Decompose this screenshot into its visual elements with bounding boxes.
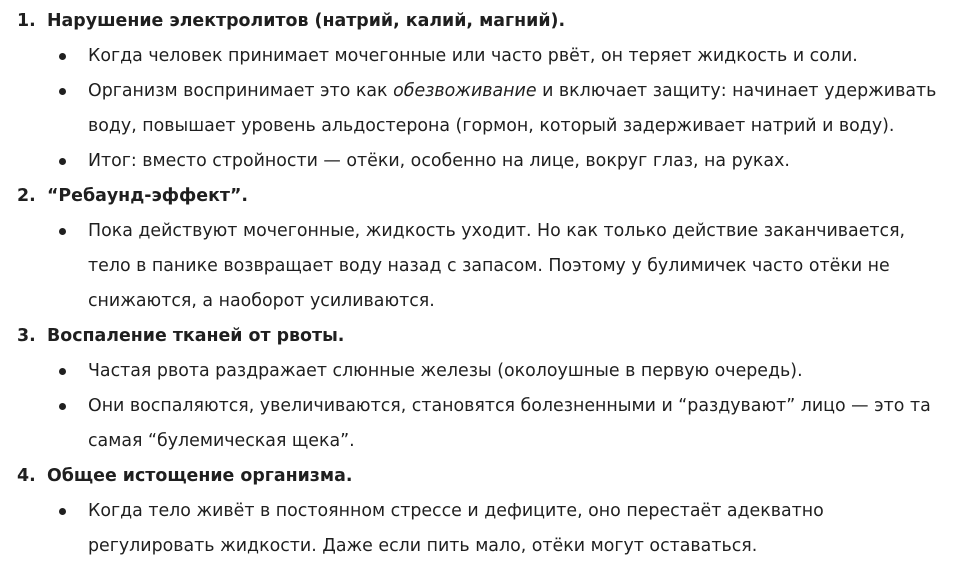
list-item <box>0 319 964 459</box>
bullet-icon <box>59 403 66 410</box>
bullet-icon <box>59 88 66 95</box>
bullet-text: Когда человек принимает мочегонные или часто рвёт, он теряет жидкость и соли. <box>88 46 858 66</box>
bullet-item <box>47 144 964 179</box>
bullet-item <box>47 74 964 144</box>
bullet-icon <box>59 158 66 165</box>
bullet-icon <box>59 508 66 515</box>
item-heading: “Ребаунд-эффект”. <box>47 186 248 206</box>
list-item <box>0 4 964 179</box>
bullet-list <box>47 494 964 564</box>
item-number: 4. <box>17 466 36 486</box>
bullet-text: Итог: вместо стройности — отёки, особенно на лице, вокруг глаз, на руках. <box>88 151 790 171</box>
item-heading: Нарушение электролитов (натрий, калий, магний). <box>47 11 566 31</box>
list-item <box>0 459 964 564</box>
bullet-icon <box>59 228 66 235</box>
bullet-list <box>47 354 964 459</box>
bullet-text: Пока действуют мочегонные, жидкость уходит. Но как только действие заканчивается, тело в панике возвращает воду назад с запасом. Поэтому у булимичек часто отёки не снижаются, а наоборот усиливаются. <box>88 221 906 311</box>
bullet-list <box>47 39 964 179</box>
item-heading: Воспаление тканей от рвоты. <box>47 326 345 346</box>
bullet-list <box>47 214 964 319</box>
bullet-item <box>47 39 964 74</box>
bullet-item <box>47 214 964 319</box>
item-heading: Общее истощение организма. <box>47 466 353 486</box>
list-item <box>0 179 964 319</box>
emphasis-text: обезвоживание <box>393 81 537 101</box>
item-number: 2. <box>17 186 36 206</box>
bullet-text: Частая рвота раздражает слюнные железы (околоушные в первую очередь). <box>88 361 803 381</box>
bullet-text-after: и включает защиту: начинает удерживать воду, повышает уровень альдостерона (гормон, который задерживает натрий и воду). <box>88 81 937 136</box>
item-number: 3. <box>17 326 36 346</box>
bullet-icon <box>59 368 66 375</box>
bullet-icon <box>59 53 66 60</box>
bullet-text-before: Организм воспринимает это как <box>88 81 394 101</box>
bullet-item <box>47 354 964 389</box>
bullet-text: Когда тело живёт в постоянном стрессе и дефиците, оно перестаёт адекватно регулировать жидкости. Даже если пить мало, отёки могут оставаться. <box>88 501 824 556</box>
item-number: 1. <box>17 11 36 31</box>
bullet-text: Они воспаляются, увеличиваются, становятся болезненными и “раздувают” лицо — это та самая “булемическая щека”. <box>88 396 931 451</box>
bullet-item <box>47 389 964 459</box>
numbered-list <box>0 4 964 564</box>
bullet-item <box>47 494 964 564</box>
